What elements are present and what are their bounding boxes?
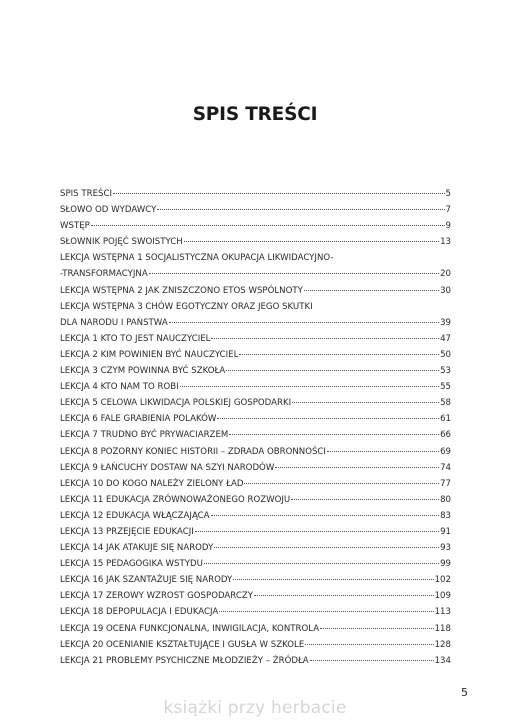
toc-entry-page: 80 (440, 494, 451, 505)
toc-entry-page: 47 (440, 333, 451, 344)
toc-entry-title: WSTĘP (60, 221, 90, 232)
toc-entry (60, 476, 451, 492)
toc-entry-title: LEKCJA 12 EDUKACJA WŁĄCZAJĄCA (60, 510, 210, 521)
toc-entry-page: 109 (434, 591, 451, 602)
toc-entry (60, 604, 451, 620)
toc-entry-title: LEKCJA WSTĘPNA 1 SOCJALISTYCZNA OKUPACJA LIKWIDACYJNO- (60, 253, 334, 264)
toc-entry-page: 113 (434, 607, 451, 618)
toc-entry (60, 427, 451, 443)
toc-entry-title: LEKCJA 5 CELOWA LIKWIDACJA POLSKIEJ GOSPODARKI (60, 398, 292, 409)
toc-entry-title: LEKCJA 18 DEPOPULACJA I EDUKACJA (60, 607, 219, 618)
toc-entry-title: LEKCJA 2 KIM POWINIEN BYĆ NAUCZYCIEL (60, 349, 239, 360)
dot-leader (229, 434, 439, 435)
toc-entry-page: 66 (440, 430, 451, 441)
toc-entry (60, 508, 451, 524)
toc-entry (60, 379, 451, 395)
dot-leader (180, 386, 439, 387)
dot-leader (254, 595, 434, 596)
toc-entry-page: 5 (445, 189, 451, 199)
toc-entry (60, 556, 451, 572)
dot-leader (204, 563, 439, 564)
toc-entry-title: LEKCJA 8 POZORNY KONIEC HISTORII – ZDRADA OBRONNOŚCI (60, 446, 326, 457)
dot-leader (327, 451, 439, 452)
toc-entry (60, 234, 451, 250)
toc-entry-title: LEKCJA 21 PROBLEMY PSYCHICZNE MŁODZIEŻY – ŹRÓDŁA (60, 655, 309, 666)
page-title: SPIS TREŚCI (192, 104, 318, 125)
dot-leader (211, 515, 440, 516)
toc-entry (60, 347, 451, 363)
toc-entry-title: LEKCJA 7 TRUDNO BYĆ PRYWACIARZEM (60, 430, 229, 441)
dot-leader (169, 322, 439, 323)
toc-entry-title: SŁOWO OD WYDAWCY (60, 205, 157, 216)
toc-entry-page: 118 (434, 623, 451, 634)
toc-entry-title-continued: DLA NARODU I PAŃSTWA (60, 317, 168, 328)
toc-entry-title: LEKCJA 11 EDUKACJA ZRÓWNOWAŻONEGO ROZWOJU (60, 494, 291, 505)
watermark: książki przy herbacie (163, 698, 347, 718)
toc-entry (60, 331, 451, 347)
toc-entry (60, 524, 451, 540)
toc-entry (60, 540, 451, 556)
dot-leader (233, 579, 433, 580)
toc-entry-page: 99 (440, 559, 451, 570)
toc-entry-title: LEKCJA 3 CZYM POWINNA BYĆ SZKOŁA (60, 366, 226, 377)
toc-entry-page: 69 (440, 446, 451, 457)
dot-leader (291, 499, 439, 500)
dot-leader (244, 483, 439, 484)
toc-entry-title: LEKCJA 19 OCENA FUNKCJONALNA, INWIGILACJA, KONTROLA (60, 623, 320, 634)
toc-entry-title: LEKCJA 6 FALE GRABIENIA POLAKÓW (60, 414, 217, 425)
toc-entry-title: LEKCJA 15 PEDAGOGIKA WSTYDU (60, 559, 203, 570)
dot-leader (217, 418, 439, 419)
toc-entry-title: LEKCJA 10 DO KOGO NALEŻY ZIELONY ŁAD (60, 478, 244, 489)
toc-entry (60, 395, 451, 411)
dot-leader (304, 290, 439, 291)
toc-entry (60, 444, 451, 460)
dot-leader (219, 611, 433, 612)
toc-entry-page: 20 (440, 269, 451, 280)
dot-leader (275, 467, 439, 468)
toc-entry-page: 55 (440, 382, 451, 393)
toc-entry (60, 653, 451, 669)
toc-entry (60, 572, 451, 588)
toc-entry (60, 299, 451, 331)
toc-entry-page: 77 (440, 478, 451, 489)
toc-entry-title: SPIS TREŚCI (60, 189, 112, 199)
toc-entry (60, 492, 451, 508)
toc-entry-title: LEKCJA 4 KTO NAM TO ROBI (60, 382, 179, 393)
toc-entry (60, 250, 451, 282)
dot-leader (310, 660, 434, 661)
toc-entry (60, 186, 451, 202)
toc-entry-page: 93 (440, 543, 451, 554)
dot-leader (226, 370, 439, 371)
toc-entry-page: 53 (440, 366, 451, 377)
toc-entry (60, 588, 451, 604)
toc-entry-title: LEKCJA 9 ŁAŃCUCHY DOSTAW NA SZYI NARODÓW (60, 462, 275, 473)
dot-leader (305, 644, 433, 645)
toc-entry (60, 218, 451, 234)
toc-entry (60, 363, 451, 379)
toc-entry-title: LEKCJA 16 JAK SZANTAŻUJE SIĘ NARODY (60, 575, 233, 586)
toc-entry-page: 13 (440, 237, 451, 248)
toc-entry-title: LEKCJA 20 OCENIANIE KSZTAŁTUJĄCE I GUSŁA W SZKOLE (60, 639, 305, 650)
dot-leader (91, 225, 445, 226)
dot-leader (149, 273, 439, 274)
toc-entry-page: 128 (434, 639, 451, 650)
dot-leader (214, 547, 439, 548)
dot-leader (292, 402, 439, 403)
toc-entry-title: LEKCJA 13 PRZEJĘCIE EDUKACJI (60, 526, 194, 537)
toc-entry (60, 460, 451, 476)
toc-entry-page: 39 (440, 317, 451, 328)
toc-entry (60, 637, 451, 653)
toc-entry-page: 74 (440, 462, 451, 473)
dot-leader (211, 338, 439, 339)
toc-entry-page: 58 (440, 398, 451, 409)
toc-entry-title: SŁOWNIK POJĘĆ SWOISTYCH (60, 237, 183, 248)
toc-entry-page: 91 (440, 526, 451, 537)
toc-entry-page: 83 (440, 510, 451, 521)
toc-entry-title-continued: -TRANSFORMACYJNA (60, 269, 148, 280)
dot-leader (157, 209, 444, 210)
toc-entry (60, 621, 451, 637)
dot-leader (184, 241, 439, 242)
page-number: 5 (461, 686, 468, 699)
toc-entry-title: LEKCJA 14 JAK ATAKUJE SIĘ NARODY (60, 543, 214, 554)
dot-leader (113, 193, 445, 194)
toc-entry (60, 283, 451, 299)
toc-entry-page: 50 (440, 349, 451, 360)
toc-entry-title: LEKCJA 1 KTO TO JEST NAUCZYCIEL (60, 333, 211, 344)
toc-entry-page: 61 (440, 414, 451, 425)
toc-entry (60, 202, 451, 218)
toc-entry-title: LEKCJA WSTĘPNA 3 CHÓW EGOTYCZNY ORAZ JEGO SKUTKI (60, 301, 313, 312)
toc-entry-page: 9 (445, 221, 451, 232)
toc-entry (60, 411, 451, 427)
dot-leader (320, 628, 433, 629)
dot-leader (239, 354, 439, 355)
toc-entry-title: LEKCJA 17 ZEROWY WZROST GOSPODARCZY (60, 591, 253, 602)
toc-entry-page: 102 (434, 575, 451, 586)
dot-leader (195, 531, 439, 532)
table-of-contents (60, 186, 451, 669)
toc-entry-page: 7 (445, 205, 451, 216)
toc-entry-page: 134 (434, 655, 451, 666)
toc-entry-page: 30 (440, 285, 451, 296)
toc-entry-title: LEKCJA WSTĘPNA 2 JAK ZNISZCZONO ETOS WSPÓLNOTY (60, 285, 303, 296)
